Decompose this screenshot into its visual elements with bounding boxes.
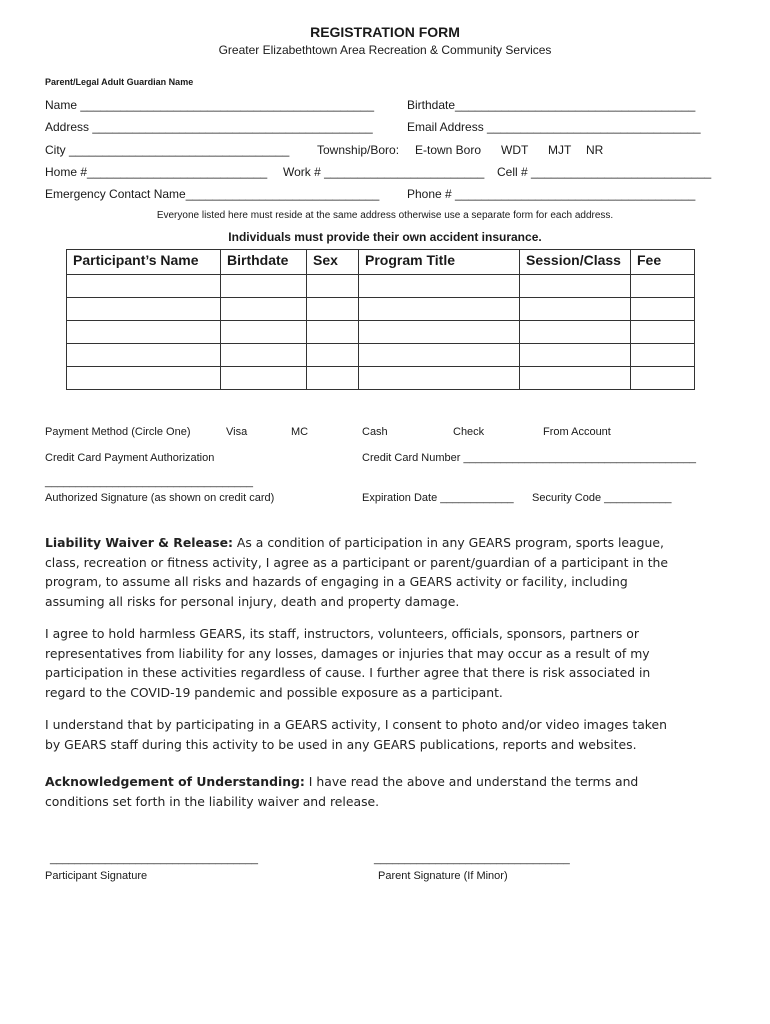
- boro-option-etown[interactable]: E-town Boro: [415, 143, 482, 157]
- table-cell[interactable]: [520, 367, 631, 390]
- expiration-field[interactable]: Expiration Date ____________: [362, 492, 514, 504]
- payment-option-from-account[interactable]: From Account: [543, 426, 611, 438]
- table-row[interactable]: [67, 367, 695, 390]
- waiver-paragraph-3: I understand that by participating in a GEARS activity, I consent to photo and/or video images taken by GEARS staff during this activity to be used in any GEARS publications, reports and websites.: [45, 717, 667, 752]
- emergency-phone-field[interactable]: Phone # ____________________________________: [407, 187, 696, 201]
- payment-method-label: Payment Method (Circle One): [45, 426, 191, 438]
- name-field[interactable]: Name ____________________________________________: [45, 98, 374, 112]
- cc-number-field[interactable]: Credit Card Number ______________________________________: [362, 452, 696, 464]
- same-address-note: Everyone listed here must reside at the same address otherwise use a separate form for each address.: [156, 210, 614, 221]
- table-cell[interactable]: [221, 298, 307, 321]
- col-fee: Fee: [631, 250, 695, 275]
- table-cell[interactable]: [307, 321, 359, 344]
- boro-option-nr[interactable]: NR: [586, 143, 604, 157]
- photo-consent-section: [45, 715, 685, 754]
- col-participant-name: Participant’s Name: [67, 250, 221, 275]
- cc-auth-label: Credit Card Payment Authorization: [45, 452, 215, 464]
- table-row[interactable]: [67, 321, 695, 344]
- table-cell[interactable]: [221, 344, 307, 367]
- parent-signature-line[interactable]: ________________________________: [374, 853, 570, 865]
- auth-signature-label: Authorized Signature (as shown on credit card): [45, 492, 275, 504]
- table-cell[interactable]: [631, 321, 695, 344]
- participants-table: [66, 249, 695, 390]
- payment-option-mc[interactable]: MC: [291, 426, 309, 438]
- table-cell[interactable]: [520, 275, 631, 298]
- city-field[interactable]: City _________________________________: [45, 143, 290, 157]
- table-cell[interactable]: [67, 298, 221, 321]
- table-header-row: [67, 250, 695, 275]
- parent-signature-label: Parent Signature (If Minor): [378, 870, 508, 882]
- table-cell[interactable]: [307, 275, 359, 298]
- address-field[interactable]: Address __________________________________________: [45, 120, 373, 134]
- table-cell[interactable]: [67, 275, 221, 298]
- table-row[interactable]: [67, 344, 695, 367]
- payment-option-cash[interactable]: Cash: [362, 426, 388, 438]
- security-code-field[interactable]: Security Code ___________: [532, 492, 672, 504]
- insurance-note: Individuals must provide their own accident insurance.: [228, 230, 542, 244]
- waiver-paragraph-1: [45, 533, 685, 611]
- col-session-class: Session/Class: [520, 250, 631, 275]
- email-field[interactable]: Email Address ________________________________: [407, 120, 701, 134]
- birthdate-field[interactable]: Birthdate____________________________________: [407, 98, 696, 112]
- liability-waiver: [45, 533, 685, 611]
- auth-signature-line[interactable]: __________________________________: [45, 476, 254, 488]
- col-program-title: Program Title: [359, 250, 520, 275]
- form-title: REGISTRATION FORM: [310, 24, 460, 40]
- ack-text: I have read the above and understand the terms and conditions set forth in the liability waiver and release.: [45, 774, 639, 809]
- ack-heading: Acknowledgement of Understanding:: [45, 774, 305, 789]
- table-cell[interactable]: [631, 275, 695, 298]
- table-row[interactable]: [67, 298, 695, 321]
- waiver-heading: Liability Waiver & Release:: [45, 535, 233, 550]
- table-cell[interactable]: [307, 298, 359, 321]
- cell-phone-field[interactable]: Cell # ___________________________: [497, 165, 712, 179]
- table-cell[interactable]: [67, 321, 221, 344]
- table-cell[interactable]: [359, 321, 520, 344]
- payment-option-visa[interactable]: Visa: [226, 426, 248, 438]
- table-cell[interactable]: [67, 367, 221, 390]
- hold-harmless-section: [45, 624, 685, 702]
- participant-signature-line[interactable]: __________________________________: [50, 853, 259, 865]
- col-birthdate: Birthdate: [221, 250, 307, 275]
- form-subtitle: Greater Elizabethtown Area Recreation & Community Services: [218, 43, 552, 57]
- work-phone-field[interactable]: Work # ________________________: [283, 165, 485, 179]
- waiver-text-1: As a condition of participation in any GEARS program, sports league, class, recreation or fitness activity, I agree as a participant or parent/guardian of a participant in the program, to assume all risks and hazards of engaging in a GEARS activity or facility, including assuming all risks for personal injury, death and property damage.: [45, 535, 669, 609]
- table-cell[interactable]: [359, 344, 520, 367]
- table-cell[interactable]: [631, 298, 695, 321]
- waiver-paragraph-2: I agree to hold harmless GEARS, its staff, instructors, volunteers, officials, sponsors, partners or representatives from liability for any losses, damages or injuries that may occur as a result of my participation in these activities regardless of cause. I further agree that there is risk associated in regard to the COVID-19 pandemic and possible exposure as a participant.: [45, 626, 651, 700]
- home-phone-field[interactable]: Home #___________________________: [45, 165, 268, 179]
- table-cell[interactable]: [520, 321, 631, 344]
- table-cell[interactable]: [221, 275, 307, 298]
- table-cell[interactable]: [307, 367, 359, 390]
- table-cell[interactable]: [221, 367, 307, 390]
- table-cell[interactable]: [631, 367, 695, 390]
- table-cell[interactable]: [359, 298, 520, 321]
- table-cell[interactable]: [359, 367, 520, 390]
- participant-signature-label: Participant Signature: [45, 870, 148, 882]
- acknowledgement-section: [45, 772, 685, 811]
- table-cell[interactable]: [359, 275, 520, 298]
- emergency-contact-field[interactable]: Emergency Contact Name_____________________________: [45, 187, 380, 201]
- table-cell[interactable]: [520, 344, 631, 367]
- table-row[interactable]: [67, 275, 695, 298]
- table-cell[interactable]: [221, 321, 307, 344]
- table-cell[interactable]: [631, 344, 695, 367]
- township-label: Township/Boro:: [317, 143, 400, 157]
- boro-option-mjt[interactable]: MJT: [548, 143, 572, 157]
- table-cell[interactable]: [307, 344, 359, 367]
- table-cell[interactable]: [67, 344, 221, 367]
- table-cell[interactable]: [520, 298, 631, 321]
- payment-option-check[interactable]: Check: [453, 426, 485, 438]
- guardian-section-label: Parent/Legal Adult Guardian Name: [45, 77, 194, 87]
- ack-paragraph: [45, 772, 685, 811]
- boro-option-wdt[interactable]: WDT: [501, 143, 529, 157]
- col-sex: Sex: [307, 250, 359, 275]
